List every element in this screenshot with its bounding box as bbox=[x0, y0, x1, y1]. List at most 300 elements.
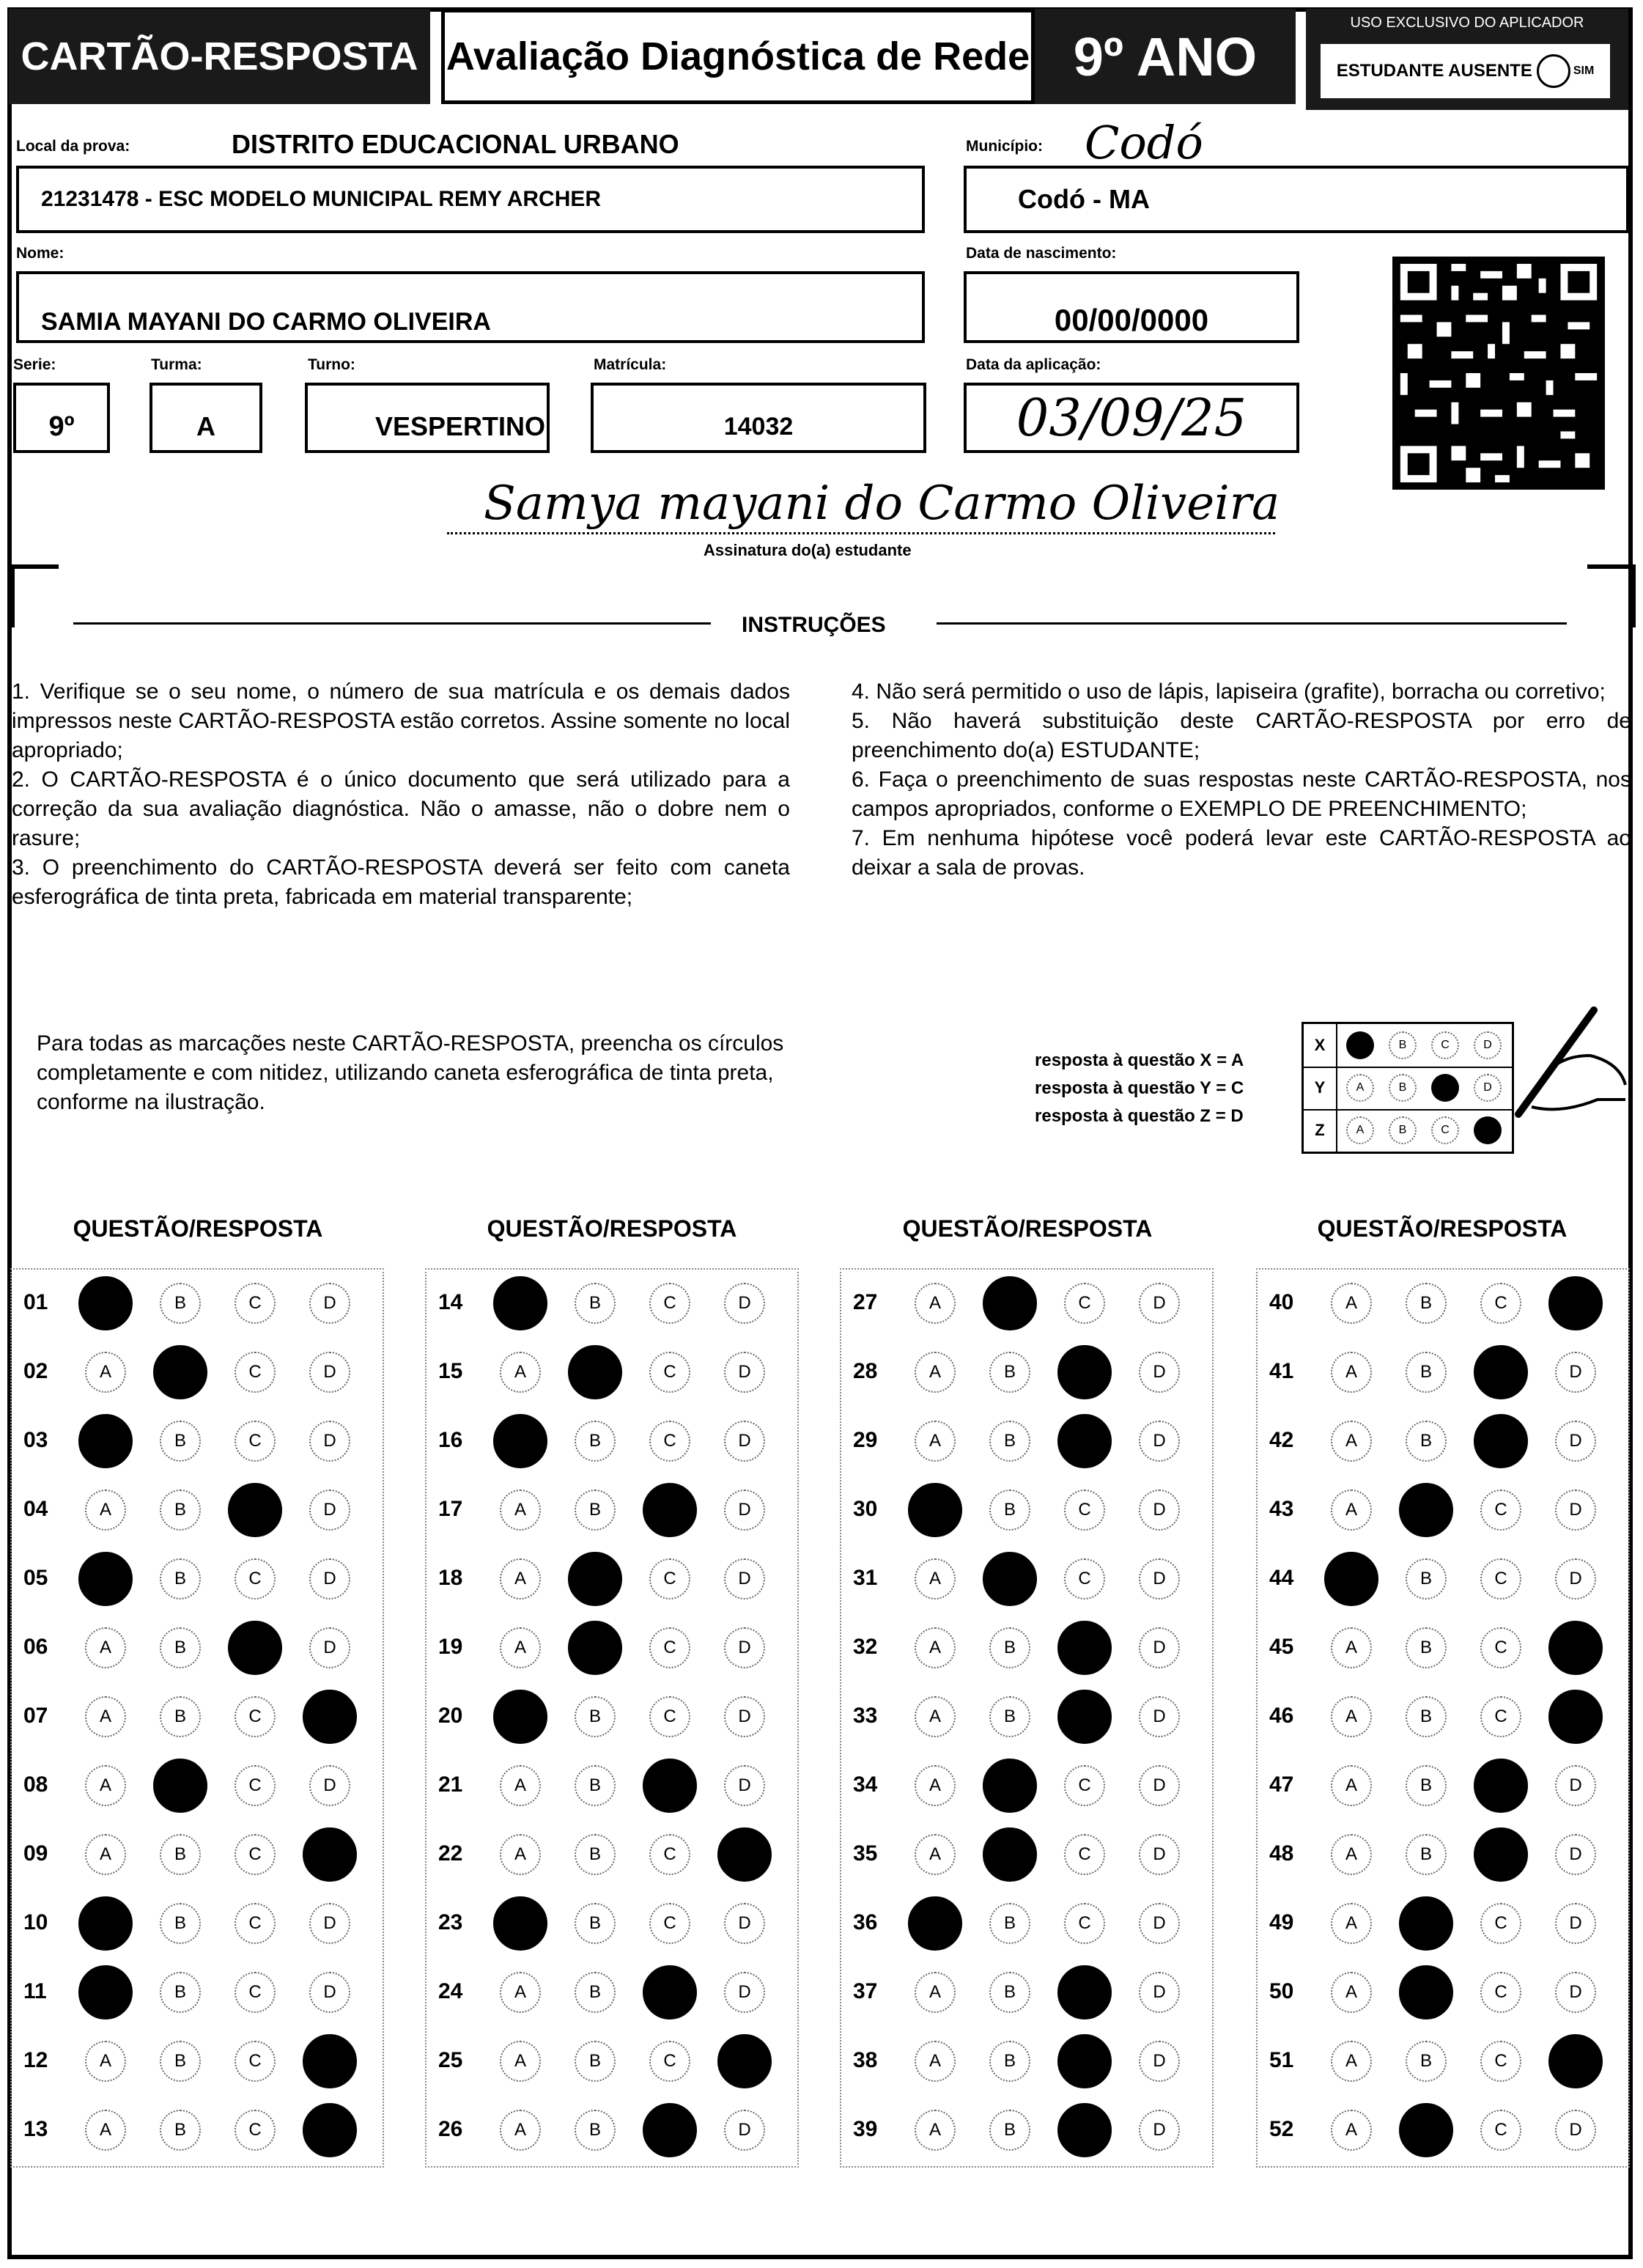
bubble-d[interactable]: D bbox=[1139, 1627, 1180, 1668]
bubble-a[interactable]: A bbox=[500, 1627, 541, 1668]
instructions-left bbox=[12, 677, 790, 912]
bubble-a-marked[interactable]: A bbox=[493, 1276, 547, 1330]
question-number: 24 bbox=[438, 1979, 463, 2003]
bubble-b[interactable]: B bbox=[575, 1490, 616, 1531]
answer-column-3 bbox=[840, 1268, 1214, 2168]
bubble-c[interactable]: C bbox=[235, 1421, 276, 1462]
bubble-a[interactable]: A bbox=[915, 1765, 956, 1806]
bubble-d[interactable]: D bbox=[309, 1352, 350, 1393]
bubble-d[interactable]: D bbox=[724, 1696, 765, 1737]
bubble-d[interactable]: D bbox=[1139, 1903, 1180, 1944]
question-row-31 bbox=[841, 1545, 1212, 1614]
bubble-c[interactable]: C bbox=[235, 2041, 276, 2082]
bubble-d-marked[interactable]: D bbox=[303, 2034, 357, 2088]
bubble-d[interactable]: D bbox=[724, 1903, 765, 1944]
bubble-c[interactable]: C bbox=[649, 1903, 690, 1944]
column-header: QUESTÃO/RESPOSTA bbox=[73, 1215, 323, 1242]
local-label: Local da prova: bbox=[16, 138, 130, 155]
bubble-c[interactable]: C bbox=[649, 1834, 690, 1875]
question-number: 08 bbox=[23, 1772, 48, 1797]
bubble-a-marked[interactable]: A bbox=[493, 1896, 547, 1951]
bubble-c[interactable]: C bbox=[235, 1903, 276, 1944]
question-number: 19 bbox=[438, 1635, 463, 1659]
bubble-b-marked[interactable]: B bbox=[1399, 1483, 1453, 1537]
bubble-d[interactable]: D bbox=[724, 1283, 765, 1324]
bubble-c[interactable]: C bbox=[649, 1696, 690, 1737]
bubble-d-marked[interactable]: D bbox=[303, 1827, 357, 1882]
bubble-b-marked[interactable]: B bbox=[983, 1827, 1037, 1882]
bubble-d[interactable]: D bbox=[309, 1765, 350, 1806]
bubble-a-marked[interactable]: A bbox=[493, 1690, 547, 1744]
bubble-d[interactable]: D bbox=[724, 1972, 765, 2013]
bubble-b[interactable]: B bbox=[160, 1421, 201, 1462]
instruction-3: 3. O preenchimento do CARTÃO-RESPOSTA deverá ser feito com caneta esferográfica de tinta preta, fabricada em material transparente; bbox=[12, 855, 790, 909]
bubble-a[interactable]: A bbox=[1331, 1490, 1372, 1531]
fill-note: Para todas as marcações neste CARTÃO-RESPOSTA, preencha os círculos completamente e com nitidez, utilizando caneta esferográfica de tinta preta, conforme na ilustração. bbox=[37, 1031, 784, 1114]
signature: Samya mayani do Carmo Oliveira bbox=[484, 476, 1280, 531]
bubble-c[interactable]: C bbox=[649, 1283, 690, 1324]
bubble-a[interactable]: A bbox=[500, 1972, 541, 2013]
bubble-d[interactable]: D bbox=[1139, 2041, 1180, 2082]
applicator-label: USO EXCLUSIVO DO APLICADOR bbox=[1350, 15, 1584, 31]
bubble-c[interactable]: C bbox=[1064, 1765, 1105, 1806]
example-bubble-c: C bbox=[1431, 1074, 1459, 1102]
bubble-d[interactable]: D bbox=[309, 1903, 350, 1944]
bubble-d[interactable]: D bbox=[1555, 1421, 1596, 1462]
question-row-16 bbox=[427, 1407, 797, 1476]
bubble-b[interactable]: B bbox=[160, 2110, 201, 2151]
bubble-d[interactable]: D bbox=[724, 1765, 765, 1806]
bubble-b[interactable]: B bbox=[989, 1421, 1030, 1462]
bubble-a-marked[interactable]: A bbox=[493, 1414, 547, 1468]
bubble-b[interactable]: B bbox=[989, 1490, 1030, 1531]
instruction-2: 2. O CARTÃO-RESPOSTA é o único documento que será utilizado para a correção da sua avaliação diagnóstica. Não o amasse, não o dobre nem o rasure; bbox=[12, 767, 790, 850]
bubble-c-marked[interactable]: C bbox=[1474, 1414, 1528, 1468]
bubble-a[interactable]: A bbox=[1331, 2110, 1372, 2151]
bubble-b[interactable]: B bbox=[989, 2110, 1030, 2151]
question-row-20 bbox=[427, 1683, 797, 1752]
bubble-d[interactable]: D bbox=[309, 1558, 350, 1599]
absent-field bbox=[1321, 44, 1610, 98]
bubble-c-marked[interactable]: C bbox=[1057, 1621, 1112, 1675]
bubble-d-marked[interactable]: D bbox=[1548, 2034, 1603, 2088]
question-row-30 bbox=[841, 1476, 1212, 1545]
bubble-c[interactable]: C bbox=[649, 2041, 690, 2082]
bubble-b[interactable]: B bbox=[160, 1903, 201, 1944]
bubble-b[interactable]: B bbox=[575, 1903, 616, 1944]
question-number: 15 bbox=[438, 1359, 463, 1383]
bubble-d[interactable]: D bbox=[1555, 1490, 1596, 1531]
bubble-a[interactable]: A bbox=[1331, 1421, 1372, 1462]
example-caption-y: resposta à questão Y = C bbox=[1035, 1078, 1244, 1098]
instruction-7: 7. Em nenhuma hipótese você poderá levar este CARTÃO-RESPOSTA ao deixar a sala de provas. bbox=[852, 826, 1631, 880]
bubble-c[interactable]: C bbox=[1064, 1558, 1105, 1599]
bubble-b[interactable]: B bbox=[1406, 1627, 1447, 1668]
bubble-b-marked[interactable]: B bbox=[1399, 1965, 1453, 2020]
bubble-a[interactable]: A bbox=[85, 2110, 126, 2151]
bubble-a[interactable]: A bbox=[85, 1490, 126, 1531]
bubble-a[interactable]: A bbox=[500, 1490, 541, 1531]
question-row-11 bbox=[12, 1959, 383, 2028]
bubble-c-marked[interactable]: C bbox=[228, 1621, 282, 1675]
turno-field bbox=[305, 383, 550, 453]
bubble-d[interactable]: D bbox=[724, 1558, 765, 1599]
bubble-c[interactable]: C bbox=[1480, 1972, 1521, 2013]
bubble-a[interactable]: A bbox=[1331, 1696, 1372, 1737]
bubble-b[interactable]: B bbox=[575, 1696, 616, 1737]
bubble-a[interactable]: A bbox=[915, 1558, 956, 1599]
bubble-d[interactable]: D bbox=[1139, 1421, 1180, 1462]
bubble-b[interactable]: B bbox=[160, 2041, 201, 2082]
bubble-b[interactable]: B bbox=[160, 1627, 201, 1668]
bubble-a[interactable]: A bbox=[85, 1834, 126, 1875]
bubble-d-marked[interactable]: D bbox=[717, 1827, 772, 1882]
bubble-a[interactable]: A bbox=[915, 1627, 956, 1668]
question-row-14 bbox=[427, 1270, 797, 1339]
bubble-c[interactable]: C bbox=[235, 1558, 276, 1599]
bubble-d[interactable]: D bbox=[1139, 1972, 1180, 2013]
question-row-19 bbox=[427, 1614, 797, 1683]
bubble-b[interactable]: B bbox=[575, 1972, 616, 2013]
example-row-y bbox=[1304, 1067, 1512, 1111]
bubble-c[interactable]: C bbox=[1480, 1558, 1521, 1599]
bubble-c[interactable]: C bbox=[1064, 1490, 1105, 1531]
bubble-d[interactable]: D bbox=[1139, 1558, 1180, 1599]
corner-mark-right bbox=[1587, 564, 1636, 627]
instruction-5: 5. Não haverá substituição deste CARTÃO-RESPOSTA por erro de preenchimento do(a) ESTUDANTE; bbox=[852, 709, 1631, 762]
bubble-d-marked[interactable]: D bbox=[303, 1690, 357, 1744]
bubble-a[interactable]: A bbox=[500, 1558, 541, 1599]
signature-label: Assinatura do(a) estudante bbox=[704, 541, 912, 559]
bubble-b[interactable]: B bbox=[1406, 1283, 1447, 1324]
bubble-a[interactable]: A bbox=[915, 1352, 956, 1393]
turno-value: VESPERTINO bbox=[374, 411, 545, 441]
bubble-c[interactable]: C bbox=[1480, 1490, 1521, 1531]
bubble-c[interactable]: C bbox=[1064, 1903, 1105, 1944]
bubble-b-marked[interactable]: B bbox=[983, 1552, 1037, 1606]
bubble-b[interactable]: B bbox=[989, 1627, 1030, 1668]
bubble-d-marked[interactable]: D bbox=[1548, 1621, 1603, 1675]
question-number: 47 bbox=[1269, 1772, 1294, 1797]
bubble-c[interactable]: C bbox=[235, 1834, 276, 1875]
bubble-d[interactable]: D bbox=[1139, 1352, 1180, 1393]
bubble-c-marked[interactable]: C bbox=[1057, 1345, 1112, 1399]
bubble-d[interactable]: D bbox=[1139, 1696, 1180, 1737]
bubble-b[interactable]: B bbox=[1406, 1834, 1447, 1875]
bubble-c[interactable]: C bbox=[1480, 1627, 1521, 1668]
bubble-b-marked[interactable]: B bbox=[153, 1345, 207, 1399]
bubble-a[interactable]: A bbox=[500, 2041, 541, 2082]
turma-field bbox=[149, 383, 262, 453]
bubble-d[interactable]: D bbox=[724, 1627, 765, 1668]
municipio-label: Município: bbox=[966, 138, 1043, 155]
bubble-d[interactable]: D bbox=[1555, 1903, 1596, 1944]
bubble-b-marked[interactable]: B bbox=[568, 1621, 622, 1675]
example-bubble-a: A bbox=[1346, 1074, 1374, 1102]
column-header: QUESTÃO/RESPOSTA bbox=[487, 1215, 737, 1242]
example-bubble-b: B bbox=[1389, 1074, 1417, 1102]
bubble-b[interactable]: B bbox=[989, 1903, 1030, 1944]
bubble-c[interactable]: C bbox=[235, 1765, 276, 1806]
question-row-33 bbox=[841, 1683, 1212, 1752]
question-number: 45 bbox=[1269, 1635, 1294, 1659]
bubble-b[interactable]: B bbox=[575, 2110, 616, 2151]
bubble-c[interactable]: C bbox=[1480, 2110, 1521, 2151]
example-bubble-a: A bbox=[1346, 1031, 1374, 1059]
bubble-a[interactable]: A bbox=[1331, 1283, 1372, 1324]
question-row-41 bbox=[1258, 1339, 1628, 1407]
question-row-18 bbox=[427, 1545, 797, 1614]
bubble-a-marked[interactable]: A bbox=[908, 1896, 962, 1951]
bubble-c[interactable]: C bbox=[235, 2110, 276, 2151]
question-row-12 bbox=[12, 2028, 383, 2096]
bubble-a[interactable]: A bbox=[85, 1352, 126, 1393]
question-row-07 bbox=[12, 1683, 383, 1752]
bubble-d[interactable]: D bbox=[1139, 1834, 1180, 1875]
bubble-c-marked[interactable]: C bbox=[228, 1483, 282, 1537]
bubble-a[interactable]: A bbox=[1331, 1765, 1372, 1806]
bubble-a[interactable]: A bbox=[915, 2041, 956, 2082]
question-row-45 bbox=[1258, 1614, 1628, 1683]
bubble-d[interactable]: D bbox=[309, 1972, 350, 2013]
bubble-c-marked[interactable]: C bbox=[1057, 2034, 1112, 2088]
question-number: 12 bbox=[23, 2048, 48, 2072]
example-row-x bbox=[1304, 1024, 1512, 1068]
turno-label: Turno: bbox=[308, 356, 355, 373]
bubble-d[interactable]: D bbox=[724, 1421, 765, 1462]
answer-column-2 bbox=[425, 1268, 799, 2168]
question-row-29 bbox=[841, 1407, 1212, 1476]
bubble-a-marked[interactable]: A bbox=[908, 1483, 962, 1537]
bubble-a[interactable]: A bbox=[915, 1421, 956, 1462]
bubble-a-marked[interactable]: A bbox=[78, 1552, 133, 1606]
bubble-b[interactable]: B bbox=[989, 1972, 1030, 2013]
bubble-b[interactable]: B bbox=[1406, 1696, 1447, 1737]
bubble-d[interactable]: D bbox=[1139, 1283, 1180, 1324]
bubble-d[interactable]: D bbox=[1139, 2110, 1180, 2151]
question-number: 26 bbox=[438, 2117, 463, 2141]
bubble-d[interactable]: D bbox=[309, 1627, 350, 1668]
nome-label: Nome: bbox=[16, 245, 64, 262]
bubble-c[interactable]: C bbox=[649, 1352, 690, 1393]
bubble-b[interactable]: B bbox=[989, 2041, 1030, 2082]
bubble-d[interactable]: D bbox=[724, 1352, 765, 1393]
bubble-a[interactable]: A bbox=[500, 1834, 541, 1875]
bubble-b-marked[interactable]: B bbox=[153, 1759, 207, 1813]
example-captions bbox=[1035, 1047, 1244, 1130]
bubble-c[interactable]: C bbox=[649, 1558, 690, 1599]
bubble-d-marked[interactable]: D bbox=[1548, 1690, 1603, 1744]
bubble-c[interactable]: C bbox=[235, 1283, 276, 1324]
bubble-d[interactable]: D bbox=[1555, 1972, 1596, 2013]
bubble-b[interactable]: B bbox=[160, 1834, 201, 1875]
question-row-21 bbox=[427, 1752, 797, 1821]
bubble-a-marked[interactable]: A bbox=[78, 1276, 133, 1330]
bubble-b[interactable]: B bbox=[1406, 1765, 1447, 1806]
bubble-c[interactable]: C bbox=[649, 1627, 690, 1668]
bubble-b-marked[interactable]: B bbox=[1399, 2103, 1453, 2157]
bubble-a[interactable]: A bbox=[500, 2110, 541, 2151]
bubble-d[interactable]: D bbox=[1555, 1558, 1596, 1599]
bubble-d-marked[interactable]: D bbox=[303, 2103, 357, 2157]
answer-column-1 bbox=[10, 1268, 384, 2168]
bubble-a-marked[interactable]: A bbox=[78, 1414, 133, 1468]
question-row-17 bbox=[427, 1476, 797, 1545]
bubble-b[interactable]: B bbox=[989, 1352, 1030, 1393]
bubble-a[interactable]: A bbox=[85, 2041, 126, 2082]
bubble-b[interactable]: B bbox=[575, 2041, 616, 2082]
bubble-b[interactable]: B bbox=[575, 1834, 616, 1875]
bubble-b-marked[interactable]: B bbox=[1399, 1896, 1453, 1951]
bubble-c-marked[interactable]: C bbox=[643, 1759, 697, 1813]
bubble-c-marked[interactable]: C bbox=[1057, 2103, 1112, 2157]
bubble-c[interactable]: C bbox=[1480, 1283, 1521, 1324]
example-bubble-d: D bbox=[1474, 1031, 1502, 1059]
bubble-b[interactable]: B bbox=[1406, 1421, 1447, 1462]
question-row-51 bbox=[1258, 2028, 1628, 2096]
bubble-c[interactable]: C bbox=[1064, 1834, 1105, 1875]
question-row-25 bbox=[427, 2028, 797, 2096]
bubble-a[interactable]: A bbox=[85, 1627, 126, 1668]
bubble-d[interactable]: D bbox=[309, 1283, 350, 1324]
bubble-d-marked[interactable]: D bbox=[1548, 1276, 1603, 1330]
bubble-c[interactable]: C bbox=[1480, 1903, 1521, 1944]
question-row-32 bbox=[841, 1614, 1212, 1683]
bubble-b[interactable]: B bbox=[160, 1558, 201, 1599]
question-number: 42 bbox=[1269, 1428, 1294, 1452]
bubble-d[interactable]: D bbox=[1555, 2110, 1596, 2151]
bubble-a[interactable]: A bbox=[915, 1696, 956, 1737]
question-row-52 bbox=[1258, 2096, 1628, 2165]
question-row-35 bbox=[841, 1821, 1212, 1890]
question-row-10 bbox=[12, 1890, 383, 1959]
bubble-c-marked[interactable]: C bbox=[1057, 1414, 1112, 1468]
bubble-c[interactable]: C bbox=[649, 1421, 690, 1462]
bubble-d[interactable]: D bbox=[724, 1490, 765, 1531]
bubble-b[interactable]: B bbox=[160, 1490, 201, 1531]
signature-line bbox=[447, 532, 1275, 534]
bubble-b-marked[interactable]: B bbox=[568, 1552, 622, 1606]
municipio-value: Codó - MA bbox=[1018, 184, 1150, 214]
question-number: 01 bbox=[23, 1290, 48, 1314]
bubble-b[interactable]: B bbox=[160, 1972, 201, 2013]
instr-rule-left bbox=[73, 622, 711, 625]
instruction-4: 4. Não será permitido o uso de lápis, lapiseira (grafite), borracha ou corretivo; bbox=[852, 680, 1606, 704]
bubble-b-marked[interactable]: B bbox=[983, 1276, 1037, 1330]
bubble-c-marked[interactable]: C bbox=[1474, 1827, 1528, 1882]
bubble-c[interactable]: C bbox=[1480, 1696, 1521, 1737]
example-bubble-d: D bbox=[1474, 1116, 1502, 1144]
bubble-b[interactable]: B bbox=[1406, 1558, 1447, 1599]
bubble-a[interactable]: A bbox=[915, 2110, 956, 2151]
bubble-d[interactable]: D bbox=[1555, 1834, 1596, 1875]
bubble-c-marked[interactable]: C bbox=[1474, 1345, 1528, 1399]
bubble-c[interactable]: C bbox=[235, 1696, 276, 1737]
bubble-c-marked[interactable]: C bbox=[1057, 1965, 1112, 2020]
bubble-b[interactable]: B bbox=[160, 1696, 201, 1737]
bubble-d[interactable]: D bbox=[1555, 1352, 1596, 1393]
question-number: 43 bbox=[1269, 1497, 1294, 1521]
question-number: 14 bbox=[438, 1290, 463, 1314]
bubble-c-marked[interactable]: C bbox=[1057, 1690, 1112, 1744]
bubble-c-marked[interactable]: C bbox=[643, 1483, 697, 1537]
qr-code bbox=[1392, 257, 1605, 490]
bubble-c[interactable]: C bbox=[235, 1972, 276, 2013]
bubble-a-marked[interactable]: A bbox=[78, 1896, 133, 1951]
bubble-a[interactable]: A bbox=[500, 1352, 541, 1393]
question-row-04 bbox=[12, 1476, 383, 1545]
bubble-c[interactable]: C bbox=[235, 1352, 276, 1393]
bubble-d[interactable]: D bbox=[1555, 1765, 1596, 1806]
bubble-b[interactable]: B bbox=[575, 1283, 616, 1324]
question-number: 35 bbox=[853, 1841, 878, 1866]
turma-label: Turma: bbox=[151, 356, 202, 373]
bubble-a-marked[interactable]: A bbox=[78, 1965, 133, 2020]
bubble-c-marked[interactable]: C bbox=[1474, 1759, 1528, 1813]
bubble-c[interactable]: C bbox=[1480, 2041, 1521, 2082]
bubble-a[interactable]: A bbox=[915, 1972, 956, 2013]
bubble-a[interactable]: A bbox=[1331, 2041, 1372, 2082]
example-bubble-b: B bbox=[1389, 1116, 1417, 1144]
bubble-d[interactable]: D bbox=[309, 1421, 350, 1462]
bubble-a[interactable]: A bbox=[500, 1765, 541, 1806]
bubble-a[interactable]: A bbox=[1331, 1903, 1372, 1944]
matricula-field bbox=[591, 383, 926, 453]
question-row-34 bbox=[841, 1752, 1212, 1821]
bubble-b[interactable]: B bbox=[160, 1283, 201, 1324]
bubble-a[interactable]: A bbox=[1331, 1352, 1372, 1393]
question-number: 52 bbox=[1269, 2117, 1294, 2141]
bubble-a[interactable]: A bbox=[85, 1696, 126, 1737]
absent-bubble[interactable] bbox=[1537, 54, 1570, 88]
example-grid bbox=[1302, 1022, 1514, 1154]
question-row-13 bbox=[12, 2096, 383, 2165]
serie-label: Serie: bbox=[13, 356, 56, 373]
question-row-38 bbox=[841, 2028, 1212, 2096]
bubble-a[interactable]: A bbox=[1331, 1834, 1372, 1875]
question-row-49 bbox=[1258, 1890, 1628, 1959]
example-bubble-a: A bbox=[1346, 1116, 1374, 1144]
bubble-a[interactable]: A bbox=[85, 1765, 126, 1806]
exam-title: Avaliação Diagnóstica de Rede bbox=[441, 9, 1035, 104]
bubble-d[interactable]: D bbox=[1139, 1765, 1180, 1806]
question-row-06 bbox=[12, 1614, 383, 1683]
bubble-c-marked[interactable]: C bbox=[643, 2103, 697, 2157]
bubble-a[interactable]: A bbox=[915, 1283, 956, 1324]
bubble-d[interactable]: D bbox=[1139, 1490, 1180, 1531]
bubble-a[interactable]: A bbox=[915, 1834, 956, 1875]
bubble-b[interactable]: B bbox=[1406, 1352, 1447, 1393]
bubble-a-marked[interactable]: A bbox=[1324, 1552, 1378, 1606]
bubble-b-marked[interactable]: B bbox=[983, 1759, 1037, 1813]
bubble-c[interactable]: C bbox=[1064, 1283, 1105, 1324]
question-number: 20 bbox=[438, 1704, 463, 1728]
column-header: QUESTÃO/RESPOSTA bbox=[1317, 1215, 1568, 1242]
bubble-c-marked[interactable]: C bbox=[643, 1965, 697, 2020]
bubble-a[interactable]: A bbox=[1331, 1972, 1372, 2013]
bubble-d-marked[interactable]: D bbox=[717, 2034, 772, 2088]
bubble-b[interactable]: B bbox=[989, 1696, 1030, 1737]
bubble-b[interactable]: B bbox=[575, 1765, 616, 1806]
bubble-d[interactable]: D bbox=[309, 1490, 350, 1531]
bubble-b[interactable]: B bbox=[1406, 2041, 1447, 2082]
nome-field bbox=[16, 271, 925, 343]
bubble-d[interactable]: D bbox=[724, 2110, 765, 2151]
bubble-a[interactable]: A bbox=[1331, 1627, 1372, 1668]
bubble-b-marked[interactable]: B bbox=[568, 1345, 622, 1399]
bubble-b[interactable]: B bbox=[575, 1421, 616, 1462]
question-number: 23 bbox=[438, 1910, 463, 1934]
